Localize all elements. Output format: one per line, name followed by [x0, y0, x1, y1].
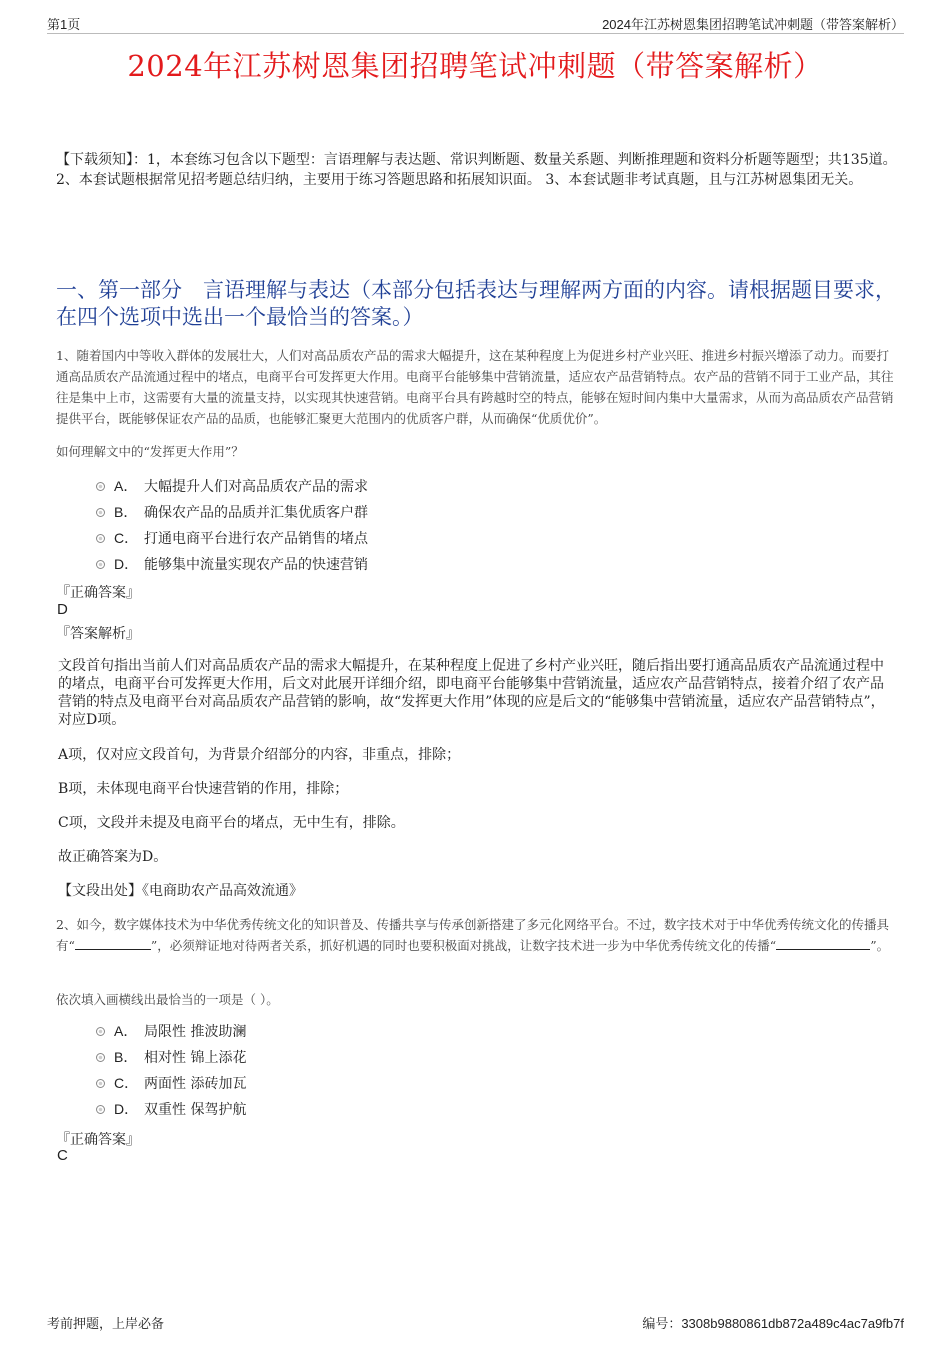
- option-text: 确保农产品的品质并汇集优质客户群: [144, 505, 368, 521]
- option-text: 两面性 添砖加瓦: [144, 1076, 247, 1092]
- q1-analysis: 文段首句指出当前人们对高品质农产品的需求大幅提升，在某种程度上促进了乡村产业兴旺，随后指出要打通高品质农产品流通过程中的堵点，电商平台可发挥更大作用，后文对此展开详细介绍，即电商平台能够集中营销流量，适应农产品营销特点，接着介绍了农产品营销的特点及电商平台对高品质农产品营销的影响，故“发挥更大作用”体现的应是后文的“能够集中营销流量，适应农产品营销特点”，对应D项。: [58, 658, 885, 728]
- question-1-prompt: 如何理解文中的“发挥更大作用”？: [56, 444, 244, 459]
- header-doc-title: 2024年江苏树恩集团招聘笔试冲刺题（带答案解析）: [602, 17, 904, 32]
- q2-text-part3: ”。: [870, 938, 890, 953]
- option-letter: B．: [114, 504, 138, 520]
- radio-icon[interactable]: [96, 1079, 105, 1088]
- radio-icon[interactable]: [96, 1053, 105, 1062]
- option-text: 双重性 保驾护航: [144, 1102, 247, 1118]
- radio-icon[interactable]: [96, 482, 105, 491]
- header-divider: [47, 33, 904, 34]
- q2-option-d[interactable]: [96, 1098, 246, 1120]
- fill-blank-1[interactable]: [75, 937, 151, 950]
- footer-code: [642, 1313, 904, 1332]
- page-title: 2024年江苏树恩集团招聘笔试冲刺题（带答案解析）: [127, 49, 823, 83]
- option-letter: C．: [114, 1075, 139, 1091]
- question-1-text: 1、随着国内中等收入群体的发展壮大，人们对高品质农产品的需求大幅提升，这在某种程度上为促进乡村产业兴旺、推进乡村振兴增添了动力。而要打通高品质农产品流通过程中的堵点，电商平台可发挥更大作用。电商平台能够集中营销流量，适应农产品营销特点。农产品的营销不同于工业产品，其往往是集中上市，这需要有大量的流量支持，以实现其快速营销。电商平台具有跨越时空的特点，能够在短时间内集中大量需求，从而为高品质农产品营销提供平台，既能够保证农产品的品质，也能够汇聚更大范围内的优质客户群，从而确保“优质优价”。: [56, 348, 894, 426]
- q1-option-b[interactable]: [96, 501, 368, 523]
- section-heading: 一、第一部分 言语理解与表达（本部分包括表达与理解两方面的内容。请根据题目要求，在四个选项中选出一个最恰当的答案。）: [56, 278, 896, 329]
- option-text: 局限性 推波助澜: [144, 1024, 247, 1040]
- footer-code-label: 编号：: [642, 1317, 682, 1332]
- q2-option-c[interactable]: [96, 1072, 246, 1094]
- q2-answer: C: [57, 1147, 68, 1164]
- q2-answer-label: 『正确答案』: [56, 1132, 140, 1148]
- option-letter: A．: [114, 478, 138, 494]
- download-notice: 【下载须知】：1，本套练习包含以下题型：言语理解与表达题、常识判断题、数量关系题、判断推理题和资料分析题等题型；共135道。 2、本套试题根据常见招考题总结归纳，主要用于练习答题思路和拓展知识面。 3、本套试题非考试真题，且与江苏树恩集团无关。: [56, 152, 897, 188]
- radio-icon[interactable]: [96, 560, 105, 569]
- q1-analysis-line-a: A项，仅对应文段首句，为背景介绍部分的内容，非重点，排除；: [58, 747, 461, 763]
- q1-option-a[interactable]: [96, 475, 368, 497]
- question-2-text: [56, 914, 898, 956]
- q1-answer-label: 『正确答案』: [56, 585, 140, 601]
- radio-icon[interactable]: [96, 1105, 105, 1114]
- header-page-number: 第1页: [47, 17, 81, 32]
- footer-slogan: 考前押题，上岸必备: [47, 1317, 165, 1332]
- q1-option-c[interactable]: [96, 527, 368, 549]
- option-letter: B．: [114, 1049, 138, 1065]
- q1-analysis-line-c: C项，文段并未提及电商平台的堵点，无中生有，排除。: [58, 815, 405, 831]
- q1-conclusion: 故正确答案为D。: [58, 849, 168, 865]
- q2-option-a[interactable]: [96, 1020, 246, 1042]
- radio-icon[interactable]: [96, 508, 105, 517]
- q1-answer: D: [57, 601, 68, 618]
- q1-source: 【文段出处】《电商助农产品高效流通》: [58, 883, 303, 899]
- option-letter: A．: [114, 1023, 138, 1039]
- option-text: 相对性 锦上添花: [144, 1050, 247, 1066]
- q2-text-part2: ”，必须辩证地对待两者关系，抓好机遇的同时也要积极面对挑战，让数字技术进一步为中华优秀传统文化的传播“: [150, 938, 777, 953]
- option-letter: D．: [114, 1101, 139, 1117]
- q2-option-b[interactable]: [96, 1046, 246, 1068]
- q1-analysis-label: 『答案解析』: [56, 626, 140, 642]
- footer-code-value: 3308b9880861db872a489c4ac7a9fb7f: [681, 1316, 904, 1331]
- radio-icon[interactable]: [96, 1027, 105, 1036]
- question-2-prompt: 依次填入画横线出最恰当的一项是（ ）。: [56, 992, 279, 1007]
- option-letter: D．: [114, 556, 139, 572]
- q1-analysis-line-b: B项，未体现电商平台快速营销的作用，排除；: [58, 781, 349, 797]
- option-text: 大幅提升人们对高品质农产品的需求: [144, 479, 368, 495]
- radio-icon[interactable]: [96, 534, 105, 543]
- q1-option-d[interactable]: [96, 553, 368, 575]
- q2-text-part1: 2、如今，数字媒体技术为中华优秀传统文化的知识普及、传播共享与传承创新搭建了多元化网络平台。不过，数字技术对于中华优秀传统文化的传播具有“: [56, 917, 889, 953]
- option-text: 打通电商平台进行农产品销售的堵点: [144, 531, 368, 547]
- option-text: 能够集中流量实现农产品的快速营销: [144, 557, 368, 573]
- option-letter: C．: [114, 530, 139, 546]
- fill-blank-2[interactable]: [776, 937, 870, 950]
